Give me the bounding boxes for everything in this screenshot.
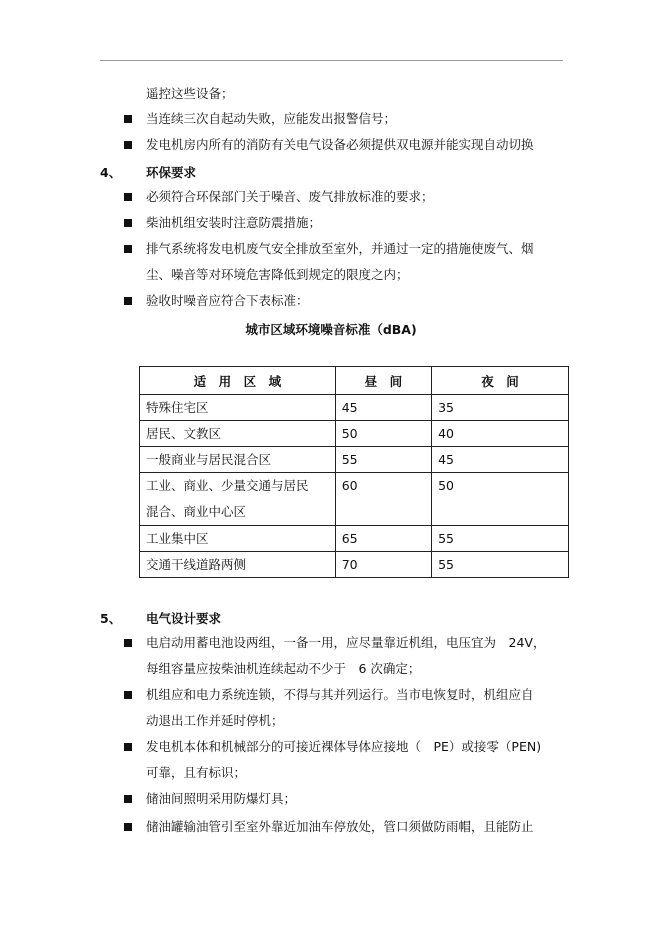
header-night: 夜 间	[432, 367, 569, 395]
cell-area-line: 混合、商业中心区	[146, 504, 247, 519]
list-item-continuation: 尘、噪音等对环境危害降低到规定的限度之内；	[146, 267, 409, 282]
cell-night: 55	[432, 552, 569, 578]
table-row	[140, 447, 569, 473]
list-item: 当连续三次自起动失败，应能发出报警信号；	[146, 111, 397, 126]
list-item: 必须符合环保部门关于噪音、废气排放标准的要求；	[146, 189, 434, 204]
table-row	[140, 421, 569, 447]
list-item: 排气系统将发电机废气安全排放至室外，并通过一定的措施使废气、烟	[146, 241, 534, 256]
list-item: 验收时噪音应符合下表标准：	[146, 293, 309, 308]
bullet-icon	[124, 115, 132, 123]
section-number: 5、	[100, 611, 122, 626]
cell-night: 40	[432, 421, 569, 447]
cell-area-line: 工业、商业、少量交通与居民	[146, 478, 309, 493]
header-rule	[100, 60, 563, 61]
list-item-continuation: 每组容量应按柴油机连续起动不少于 6 次确定；	[146, 661, 421, 676]
cell-area: 工业集中区	[140, 526, 336, 552]
cell-day: 55	[335, 447, 431, 473]
list-item: 储油间照明采用防爆灯具；	[146, 791, 297, 806]
list-item: 柴油机组安装时注意防震措施；	[146, 215, 322, 230]
list-item-continuation: 动退出工作并延时停机；	[146, 713, 284, 728]
bullet-icon	[124, 639, 132, 647]
section-title: 环保要求	[146, 165, 197, 180]
table-row	[140, 473, 569, 526]
bullet-icon	[124, 245, 132, 253]
table-row	[140, 395, 569, 421]
cell-night: 35	[432, 395, 569, 421]
header-area: 适 用 区 域	[140, 367, 336, 395]
cell-night: 55	[432, 526, 569, 552]
bullet-icon	[124, 795, 132, 803]
cell-area: 交通干线道路两侧	[140, 552, 336, 578]
table-header-row	[140, 367, 569, 395]
cell-day-value: 60	[341, 478, 358, 493]
continued-text: 遥控这些设备；	[146, 86, 234, 101]
bullet-icon	[124, 823, 132, 831]
header-day: 昼 间	[335, 367, 431, 395]
cell-day	[335, 473, 431, 526]
bullet-icon	[124, 141, 132, 149]
cell-day: 70	[335, 552, 431, 578]
list-item: 机组应和电力系统连锁，不得与其并列运行。当市电恢复时，机组应自	[146, 687, 534, 702]
list-item: 发电机本体和机械部分的可接近裸体导体应接地（ PE）或接零（PEN)	[146, 739, 542, 754]
bullet-icon	[124, 743, 132, 751]
bullet-icon	[124, 297, 132, 305]
list-item-continuation: 可靠，且有标识；	[146, 765, 247, 780]
table-caption: 城市区域环境噪音标准（dBA)	[245, 322, 417, 337]
list-item: 储油罐输油管引至室外靠近加油车停放处，管口须做防雨帽，且能防止	[146, 819, 534, 834]
cell-area	[140, 473, 336, 526]
bullet-icon	[124, 219, 132, 227]
cell-day: 65	[335, 526, 431, 552]
table-row	[140, 526, 569, 552]
cell-night	[432, 473, 569, 526]
section-title: 电气设计要求	[146, 611, 222, 626]
cell-day: 50	[335, 421, 431, 447]
bullet-icon	[124, 691, 132, 699]
cell-area: 特殊住宅区	[140, 395, 336, 421]
table-row	[140, 552, 569, 578]
cell-day: 45	[335, 395, 431, 421]
section-number: 4、	[100, 165, 122, 180]
cell-night: 45	[432, 447, 569, 473]
noise-standard-table	[139, 366, 569, 578]
list-item: 电启动用蓄电池设两组，一备一用，应尽量靠近机组，电压宜为 24V，	[146, 635, 546, 650]
cell-area: 一般商业与居民混合区	[140, 447, 336, 473]
bullet-icon	[124, 193, 132, 201]
cell-area: 居民、文教区	[140, 421, 336, 447]
list-item: 发电机房内所有的消防有关电气设备必须提供双电源并能实现自动切换	[146, 137, 534, 152]
cell-night-value: 50	[438, 478, 454, 493]
